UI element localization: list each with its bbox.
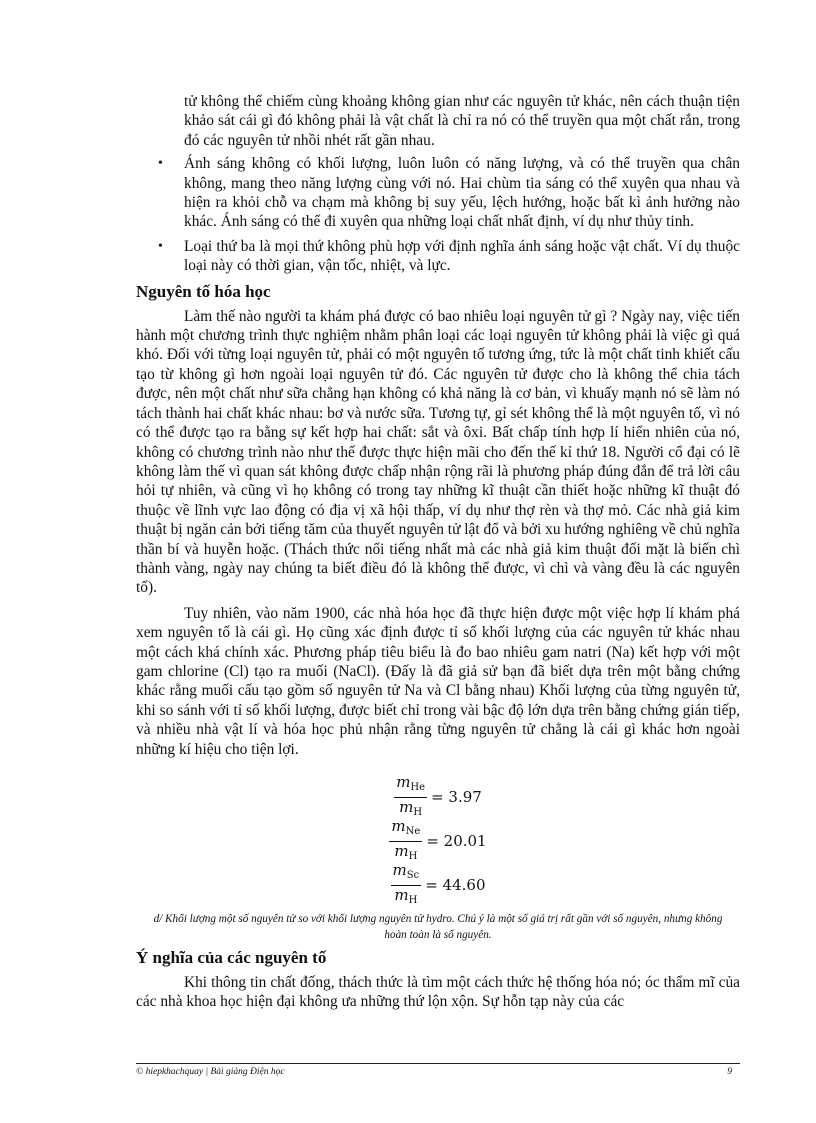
equation-value: = 44.60 [425, 876, 486, 894]
bullet-dot-icon: • [158, 156, 163, 172]
bullet-text: Ánh sáng không có khối lượng, luôn luôn có năng lượng, và có thể truyền qua chân không, mang theo năng lượng cùng với nó. Hai chùm tia sáng có thể xuyên qua nhau và hiện ra khỏi chỗ va chạm mà không bị suy yếu, lệch hướng, hoặc bất kì ảnh hưởng nào khác. Ánh sáng có thể đi xuyên qua những loại chất nhất định, ví dụ như thủy tinh. [184, 155, 740, 231]
fraction: $\frac{m_{He}}{m_H}$ [396, 772, 426, 818]
equation-value: = 20.01 [426, 832, 487, 850]
page-number: 9 [727, 1067, 732, 1077]
equation-ne [389, 816, 487, 863]
bullet-dot-icon: • [158, 238, 163, 254]
bullet-text: Loại thứ ba là mọi thứ không phù hợp với định nghĩa ánh sáng hoặc vật chất. Ví dụ thuộc loại này có thời gian, vận tốc, nhiệt, và lực. [184, 237, 740, 275]
intro-continuation-paragraph: tử không thể chiếm cùng khoảng không gian như các nguyên tử khác, nên cách thuận tiện khảo sát cái gì đó không phải là vật chất là chỉ ra nó có thể truyền qua một chất rắn, trong đó các nguyên tử nhồi nhét rất gần nhau. [184, 93, 740, 149]
page-footer [136, 1063, 740, 1077]
equation-he [394, 772, 482, 819]
fraction: $\frac{m_{Sc}}{m_H}$ [392, 860, 420, 906]
bullet-list [136, 154, 740, 275]
footer-credit: © hiepkhachquay | Bài giảng Điện học [136, 1067, 285, 1077]
equation-value: = 3.97 [431, 788, 482, 806]
fraction: $\frac{m_{Ne}}{m_H}$ [391, 816, 421, 862]
section-heading-meaning: Ý nghĩa của các nguyên tố [136, 948, 327, 967]
section1-paragraph-2: Tuy nhiên, vào năm 1900, các nhà hóa học đã thực hiện được một việc hợp lí khám phá xem nguyên tố là cái gì. Họ cũng xác định được tỉ số khối lượng của các nguyên tử khác nhau một cách khá chính xác. Phương pháp tiêu biểu là đo bao nhiêu gam natri (Na) kết hợp với một gam chlorine (Cl) tạo ra muối (NaCl). (Đấy là đã giả sử bạn đã biết dựa trên một bằng chứng khác rằng muối cấu tạo gồm số nguyên tử Na và Cl bằng nhau) Khối lượng của từng nguyên tử, khi so sánh với tỉ số khối lượng, được biết chỉ trong vài bậc độ lớn dựa trên bằng chứng gián tiếp, và nhiều nhà vật lí và hóa học phủ nhận rằng từng nguyên tử chẳng là cái gì khác hơn ngoài những kí hiệu cho tiện lợi. [136, 604, 740, 758]
section-heading-elements: Nguyên tố hóa học [136, 281, 271, 301]
list-item [136, 237, 740, 276]
mass-ratio-equations [136, 772, 740, 907]
equation-sc [391, 860, 486, 907]
figure-caption: d/ Khối lượng một số nguyên tử so với khối lượng nguyên tử hydro. Chú ý là một số giá trị rất gần với số nguyên, nhưng không hoàn toàn là số nguyên. [153, 913, 723, 941]
section2-paragraph-1: Khi thông tin chất đống, thách thức là tìm một cách thức hệ thống hóa nó; óc thẩm mĩ của các nhà khoa học hiện đại không ưa những thứ lộn xộn. Sự hỗn tạp này của các [136, 974, 740, 1011]
page-body [136, 92, 740, 1012]
list-item [136, 154, 740, 232]
section1-paragraph-1: Làm thế nào người ta khám phá được có bao nhiêu loại nguyên tử gì ? Ngày nay, việc tiến hành một chương trình thực nghiệm nhằm phân loại các loại nguyên tử không phải là việc gì quá khó. Đối với từng loại nguyên tử, phải có một nguyên tố tương ứng, tức là một chất tinh khiết cấu tạo từ không gì hơn ngoài loại nguyên tử đó. Các nguyên tử được cho là không thể chia tách được, nên một chất như sữa chẳng hạn không có khả năng là cơ bản, vì khuấy mạnh nó sẽ làm nó tách thành hai chất khác nhau: bơ và nước sữa. Tương tự, gỉ sét không thể là một nguyên tố, vì nó có thể được tạo ra bằng sự kết hợp hai chất: sắt và ôxi. Bất chấp tính hợp lí hiển nhiên của nó, không có chương trình nào như thế được thực hiện mãi cho đến thế kỉ thứ 18. Người cổ đại có lẽ không làm thế vì quan sát không được chấp nhận rộng rãi là phương pháp đúng đắn để trả lời câu hỏi tự nhiên, và cũng vì họ không có trong tay những kĩ thuật cần thiết hoặc những kĩ thuật đó thuộc về lĩnh vực lao động có địa vị xã hội thấp, ví dụ như thợ rèn và thợ mỏ. Các nhà giả kim thuật bị ngăn cản bởi tiếng tăm của thuyết nguyên tử lật đổ và bởi xu hướng nghiêng về chủ nghĩa thần bí và huyễn hoặc. (Thách thức nổi tiếng nhất mà các nhà giả kim thuật đối mặt là biến chì thành vàng, ngày nay chúng ta biết điều đó là không thể được, vì chì và vàng đều là các nguyên tố). [136, 307, 740, 597]
